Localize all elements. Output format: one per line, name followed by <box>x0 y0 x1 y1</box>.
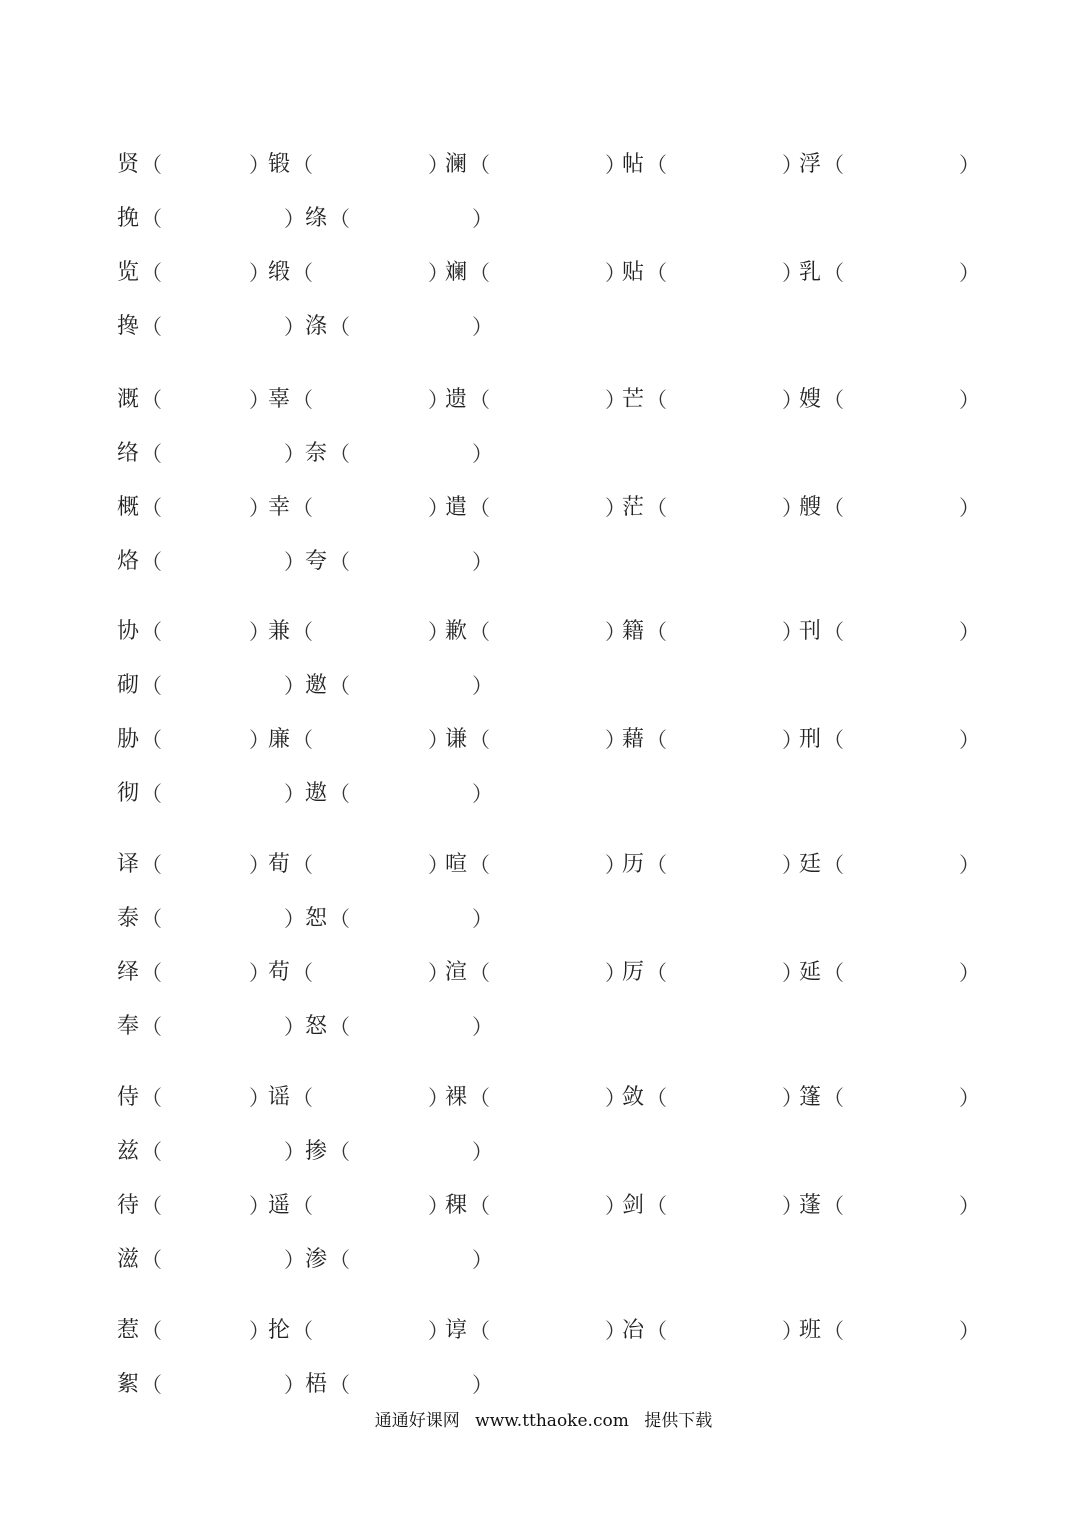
hanzi-character: 艘 <box>799 495 822 520</box>
exercise-row <box>0 953 1087 993</box>
hanzi-character: 喧 <box>445 852 468 877</box>
hanzi-character: 绦 <box>305 206 328 231</box>
close-paren: ） <box>959 261 980 285</box>
hanzi-character: 夸 <box>305 549 328 574</box>
hanzi-character: 烙 <box>117 549 140 574</box>
open-paren: （ <box>141 961 162 985</box>
open-paren: （ <box>646 153 667 177</box>
close-paren: ） <box>605 961 626 985</box>
hanzi-character: 恕 <box>305 906 328 931</box>
open-paren: （ <box>292 728 313 752</box>
open-paren: （ <box>823 496 844 520</box>
close-paren: ） <box>605 153 626 177</box>
close-paren: ） <box>428 620 449 644</box>
open-paren: （ <box>292 961 313 985</box>
open-paren: （ <box>329 315 350 339</box>
close-paren: ） <box>249 1319 270 1343</box>
open-paren: （ <box>141 153 162 177</box>
hanzi-character: 涤 <box>305 314 328 339</box>
close-paren: ） <box>959 496 980 520</box>
close-paren: ） <box>959 853 980 877</box>
close-paren: ） <box>605 388 626 412</box>
hanzi-character: 廷 <box>799 852 822 877</box>
open-paren: （ <box>141 1015 162 1039</box>
hanzi-character: 绎 <box>117 960 140 985</box>
close-paren: ） <box>428 728 449 752</box>
open-paren: （ <box>141 907 162 931</box>
close-paren: ） <box>472 907 493 931</box>
hanzi-character: 谆 <box>445 1318 468 1343</box>
open-paren: （ <box>329 550 350 574</box>
exercise-row <box>0 488 1087 528</box>
exercise-row <box>0 845 1087 885</box>
close-paren: ） <box>782 620 803 644</box>
hanzi-character: 篷 <box>799 1085 822 1110</box>
hanzi-character: 幸 <box>268 495 291 520</box>
open-paren: （ <box>469 728 490 752</box>
close-paren: ） <box>428 261 449 285</box>
exercise-row <box>0 199 1087 239</box>
open-paren: （ <box>469 261 490 285</box>
close-paren: ） <box>959 1319 980 1343</box>
close-paren: ） <box>782 496 803 520</box>
exercise-row <box>0 1311 1087 1351</box>
hanzi-character: 刊 <box>799 619 822 644</box>
hanzi-character: 剑 <box>622 1193 645 1218</box>
hanzi-character: 兼 <box>268 619 291 644</box>
hanzi-character: 胁 <box>117 727 140 752</box>
close-paren: ） <box>959 388 980 412</box>
close-paren: ） <box>284 1140 305 1164</box>
close-paren: ） <box>284 782 305 806</box>
hanzi-character: 惹 <box>117 1318 140 1343</box>
open-paren: （ <box>329 674 350 698</box>
hanzi-character: 侍 <box>117 1085 140 1110</box>
hanzi-character: 歉 <box>445 619 468 644</box>
hanzi-character: 斓 <box>445 260 468 285</box>
open-paren: （ <box>141 496 162 520</box>
hanzi-character: 荀 <box>268 852 291 877</box>
open-paren: （ <box>469 496 490 520</box>
hanzi-character: 厉 <box>622 960 645 985</box>
hanzi-character: 谦 <box>445 727 468 752</box>
exercise-row <box>0 307 1087 347</box>
footer-url: www.tthaoke.com <box>475 1411 629 1431</box>
close-paren: ） <box>284 1373 305 1397</box>
open-paren: （ <box>823 261 844 285</box>
open-paren: （ <box>823 1319 844 1343</box>
open-paren: （ <box>292 388 313 412</box>
close-paren: ） <box>605 1194 626 1218</box>
hanzi-character: 藉 <box>622 727 645 752</box>
close-paren: ） <box>284 674 305 698</box>
open-paren: （ <box>292 1194 313 1218</box>
open-paren: （ <box>469 388 490 412</box>
close-paren: ） <box>284 550 305 574</box>
open-paren: （ <box>329 442 350 466</box>
close-paren: ） <box>249 728 270 752</box>
open-paren: （ <box>469 1319 490 1343</box>
hanzi-character: 掺 <box>305 1139 328 1164</box>
hanzi-character: 泰 <box>117 906 140 931</box>
open-paren: （ <box>469 853 490 877</box>
open-paren: （ <box>329 1140 350 1164</box>
hanzi-character: 乳 <box>799 260 822 285</box>
close-paren: ） <box>472 1248 493 1272</box>
close-paren: ） <box>472 315 493 339</box>
close-paren: ） <box>959 1194 980 1218</box>
close-paren: ） <box>472 1015 493 1039</box>
exercise-row <box>0 666 1087 706</box>
close-paren: ） <box>284 207 305 231</box>
open-paren: （ <box>823 153 844 177</box>
exercise-row <box>0 774 1087 814</box>
open-paren: （ <box>329 1248 350 1272</box>
open-paren: （ <box>292 1319 313 1343</box>
close-paren: ） <box>782 1319 803 1343</box>
open-paren: （ <box>823 1194 844 1218</box>
exercise-row <box>0 434 1087 474</box>
close-paren: ） <box>428 388 449 412</box>
hanzi-character: 遨 <box>305 781 328 806</box>
hanzi-character: 锻 <box>268 152 291 177</box>
hanzi-character: 络 <box>117 441 140 466</box>
close-paren: ） <box>472 207 493 231</box>
hanzi-character: 茫 <box>622 495 645 520</box>
close-paren: ） <box>249 620 270 644</box>
close-paren: ） <box>472 1140 493 1164</box>
hanzi-character: 延 <box>799 960 822 985</box>
open-paren: （ <box>329 207 350 231</box>
open-paren: （ <box>141 674 162 698</box>
hanzi-character: 辜 <box>268 387 291 412</box>
open-paren: （ <box>141 1140 162 1164</box>
hanzi-character: 絮 <box>117 1372 140 1397</box>
open-paren: （ <box>469 961 490 985</box>
hanzi-character: 廉 <box>268 727 291 752</box>
hanzi-character: 奈 <box>305 441 328 466</box>
open-paren: （ <box>469 1194 490 1218</box>
hanzi-character: 概 <box>117 495 140 520</box>
close-paren: ） <box>284 1248 305 1272</box>
footer-site-name: 通通好课网 <box>374 1411 460 1431</box>
hanzi-character: 籍 <box>622 619 645 644</box>
close-paren: ） <box>782 961 803 985</box>
close-paren: ） <box>605 853 626 877</box>
hanzi-character: 遥 <box>268 1193 291 1218</box>
hanzi-character: 彻 <box>117 781 140 806</box>
hanzi-character: 遗 <box>445 387 468 412</box>
exercise-row <box>0 145 1087 185</box>
open-paren: （ <box>292 496 313 520</box>
open-paren: （ <box>141 1086 162 1110</box>
open-paren: （ <box>292 853 313 877</box>
hanzi-character: 奉 <box>117 1014 140 1039</box>
hanzi-character: 芒 <box>622 387 645 412</box>
open-paren: （ <box>292 153 313 177</box>
hanzi-character: 裸 <box>445 1085 468 1110</box>
close-paren: ） <box>782 388 803 412</box>
hanzi-character: 贴 <box>622 260 645 285</box>
hanzi-character: 译 <box>117 852 140 877</box>
close-paren: ） <box>249 388 270 412</box>
close-paren: ） <box>782 728 803 752</box>
open-paren: （ <box>141 728 162 752</box>
exercise-row <box>0 542 1087 582</box>
open-paren: （ <box>646 1319 667 1343</box>
hanzi-character: 浮 <box>799 152 822 177</box>
close-paren: ） <box>959 620 980 644</box>
hanzi-character: 溉 <box>117 387 140 412</box>
close-paren: ） <box>428 1194 449 1218</box>
open-paren: （ <box>646 1194 667 1218</box>
open-paren: （ <box>141 442 162 466</box>
open-paren: （ <box>141 261 162 285</box>
hanzi-character: 协 <box>117 619 140 644</box>
open-paren: （ <box>141 1319 162 1343</box>
close-paren: ） <box>284 442 305 466</box>
footer <box>0 1408 1087 1434</box>
exercise-row <box>0 612 1087 652</box>
exercise-row <box>0 1132 1087 1172</box>
hanzi-character: 贤 <box>117 152 140 177</box>
close-paren: ） <box>605 1086 626 1110</box>
exercise-row <box>0 253 1087 293</box>
close-paren: ） <box>249 261 270 285</box>
hanzi-character: 滋 <box>117 1247 140 1272</box>
footer-suffix: 提供下载 <box>644 1411 713 1431</box>
close-paren: ） <box>959 728 980 752</box>
open-paren: （ <box>469 1086 490 1110</box>
open-paren: （ <box>469 620 490 644</box>
open-paren: （ <box>646 496 667 520</box>
hanzi-character: 历 <box>622 852 645 877</box>
hanzi-character: 缎 <box>268 260 291 285</box>
hanzi-character: 渲 <box>445 960 468 985</box>
close-paren: ） <box>472 1373 493 1397</box>
close-paren: ） <box>605 1319 626 1343</box>
open-paren: （ <box>141 782 162 806</box>
open-paren: （ <box>292 261 313 285</box>
close-paren: ） <box>472 550 493 574</box>
close-paren: ） <box>959 153 980 177</box>
close-paren: ） <box>605 496 626 520</box>
hanzi-character: 苟 <box>268 960 291 985</box>
hanzi-character: 冶 <box>622 1318 645 1343</box>
close-paren: ） <box>284 315 305 339</box>
open-paren: （ <box>141 207 162 231</box>
hanzi-character: 谣 <box>268 1085 291 1110</box>
exercise-row <box>0 899 1087 939</box>
close-paren: ） <box>284 907 305 931</box>
hanzi-character: 刑 <box>799 727 822 752</box>
close-paren: ） <box>249 153 270 177</box>
open-paren: （ <box>823 853 844 877</box>
exercise-row <box>0 380 1087 420</box>
open-paren: （ <box>292 1086 313 1110</box>
hanzi-character: 挽 <box>117 206 140 231</box>
open-paren: （ <box>329 1015 350 1039</box>
close-paren: ） <box>782 1194 803 1218</box>
open-paren: （ <box>141 550 162 574</box>
open-paren: （ <box>329 1373 350 1397</box>
open-paren: （ <box>329 782 350 806</box>
hanzi-character: 待 <box>117 1193 140 1218</box>
close-paren: ） <box>959 961 980 985</box>
open-paren: （ <box>141 620 162 644</box>
open-paren: （ <box>646 388 667 412</box>
close-paren: ） <box>428 153 449 177</box>
exercise-row <box>0 720 1087 760</box>
close-paren: ） <box>782 1086 803 1110</box>
close-paren: ） <box>782 153 803 177</box>
open-paren: （ <box>646 728 667 752</box>
close-paren: ） <box>249 853 270 877</box>
exercise-row <box>0 1365 1087 1405</box>
close-paren: ） <box>782 261 803 285</box>
hanzi-character: 嫂 <box>799 387 822 412</box>
open-paren: （ <box>823 620 844 644</box>
open-paren: （ <box>329 907 350 931</box>
hanzi-character: 帖 <box>622 152 645 177</box>
close-paren: ） <box>428 1086 449 1110</box>
open-paren: （ <box>141 1373 162 1397</box>
close-paren: ） <box>605 620 626 644</box>
hanzi-character: 览 <box>117 260 140 285</box>
hanzi-character: 敛 <box>622 1085 645 1110</box>
hanzi-character: 蓬 <box>799 1193 822 1218</box>
close-paren: ） <box>428 496 449 520</box>
close-paren: ） <box>605 261 626 285</box>
open-paren: （ <box>469 153 490 177</box>
hanzi-character: 搀 <box>117 314 140 339</box>
hanzi-character: 砌 <box>117 673 140 698</box>
hanzi-character: 邀 <box>305 673 328 698</box>
hanzi-character: 兹 <box>117 1139 140 1164</box>
exercise-row <box>0 1186 1087 1226</box>
close-paren: ） <box>249 961 270 985</box>
close-paren: ） <box>249 1194 270 1218</box>
open-paren: （ <box>141 1248 162 1272</box>
hanzi-character: 抡 <box>268 1318 291 1343</box>
open-paren: （ <box>646 961 667 985</box>
open-paren: （ <box>823 388 844 412</box>
open-paren: （ <box>141 1194 162 1218</box>
hanzi-character: 澜 <box>445 152 468 177</box>
close-paren: ） <box>782 853 803 877</box>
close-paren: ） <box>428 853 449 877</box>
hanzi-character: 渗 <box>305 1247 328 1272</box>
open-paren: （ <box>141 853 162 877</box>
open-paren: （ <box>141 315 162 339</box>
close-paren: ） <box>249 1086 270 1110</box>
close-paren: ） <box>472 674 493 698</box>
close-paren: ） <box>428 961 449 985</box>
open-paren: （ <box>646 620 667 644</box>
close-paren: ） <box>959 1086 980 1110</box>
hanzi-character: 遣 <box>445 495 468 520</box>
hanzi-character: 班 <box>799 1318 822 1343</box>
close-paren: ） <box>605 728 626 752</box>
hanzi-character: 稞 <box>445 1193 468 1218</box>
open-paren: （ <box>823 961 844 985</box>
exercise-row <box>0 1007 1087 1047</box>
exercise-row <box>0 1078 1087 1118</box>
open-paren: （ <box>141 388 162 412</box>
close-paren: ） <box>472 782 493 806</box>
open-paren: （ <box>823 1086 844 1110</box>
open-paren: （ <box>823 728 844 752</box>
hanzi-character: 梧 <box>305 1372 328 1397</box>
open-paren: （ <box>292 620 313 644</box>
open-paren: （ <box>646 261 667 285</box>
hanzi-character: 怒 <box>305 1014 328 1039</box>
open-paren: （ <box>646 853 667 877</box>
close-paren: ） <box>249 496 270 520</box>
exercise-row <box>0 1240 1087 1280</box>
open-paren: （ <box>646 1086 667 1110</box>
close-paren: ） <box>284 1015 305 1039</box>
close-paren: ） <box>428 1319 449 1343</box>
close-paren: ） <box>472 442 493 466</box>
